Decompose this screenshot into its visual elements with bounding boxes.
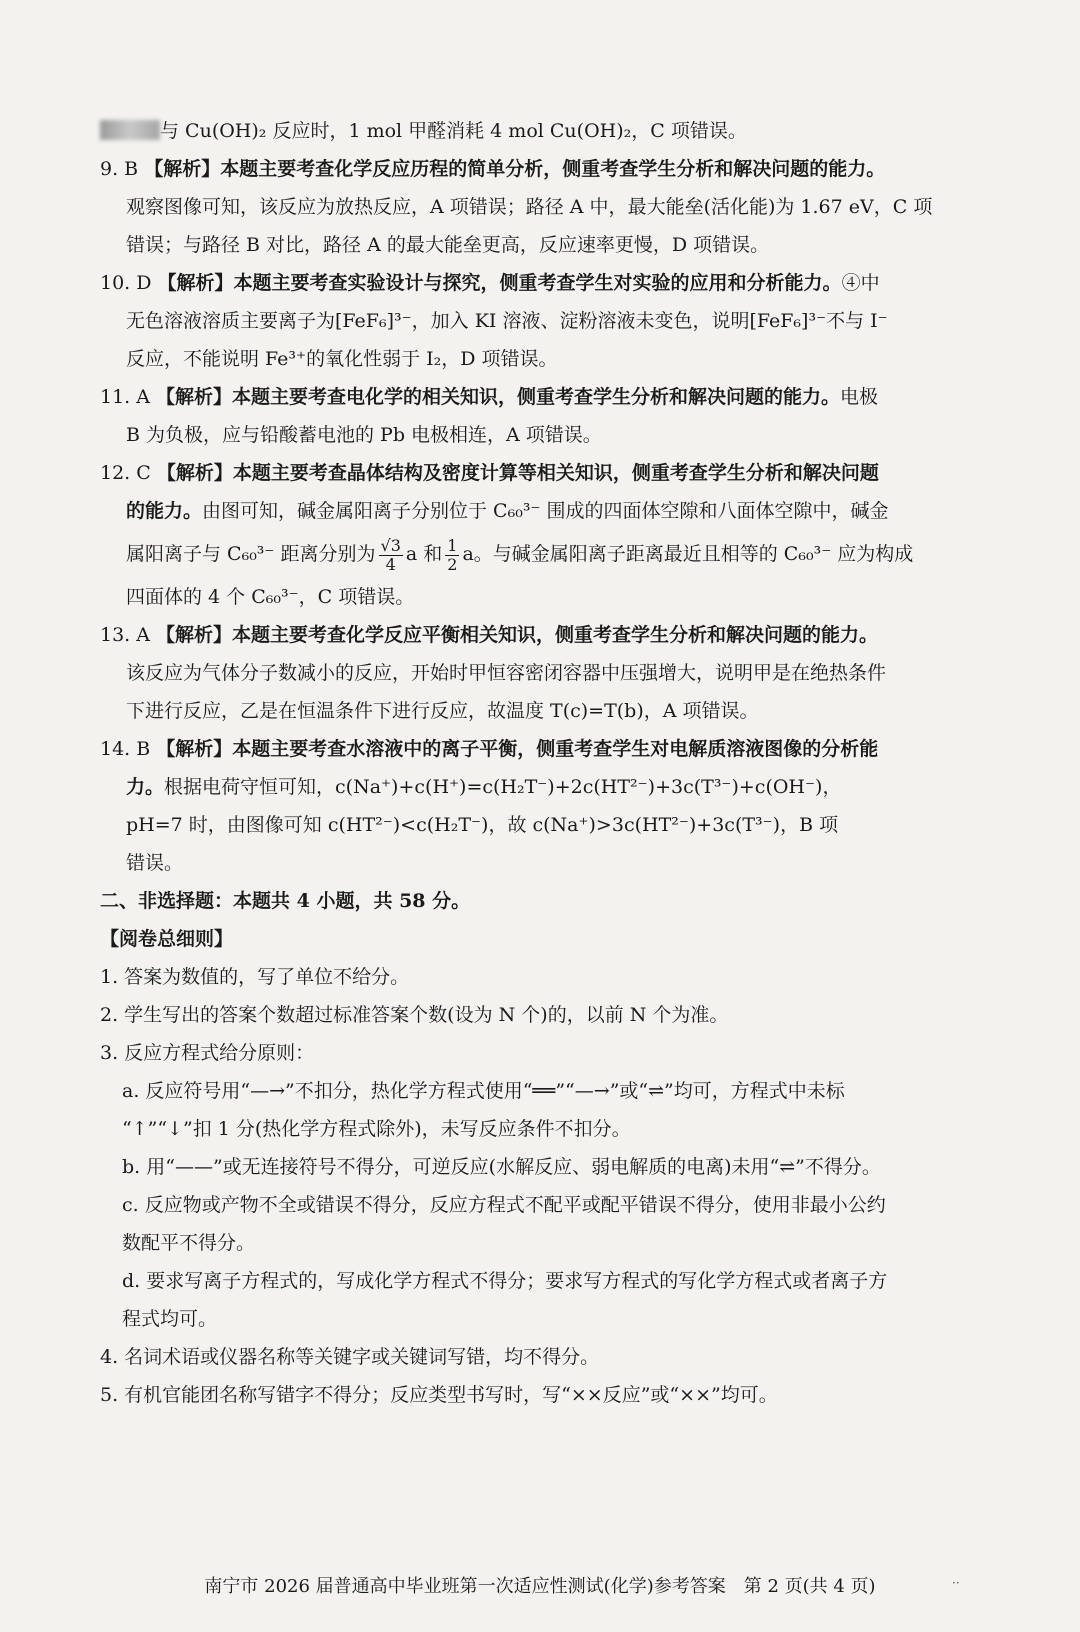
line-10: 的能力。由图可知，碱金属阳离子分别位于 C₆₀³⁻ 围成的四面体空隙和八面体空隙中，碱金: [126, 500, 889, 522]
rule-2: 2. 学生写出的答案个数超过标准答案个数(设为 N 个)的，以前 N 个为准。: [100, 1004, 729, 1026]
rule-3d-cont: 程式均可。: [122, 1308, 218, 1330]
line-12: 四面体的 4 个 C₆₀³⁻，C 项错误。: [126, 586, 415, 608]
section-heading: 二、非选择题：本题共 4 小题，共 58 分。: [100, 890, 471, 912]
rule-3d: d. 要求写离子方程式的，写成化学方程式不得分；要求写方程式的写化学方程式或者离子方: [122, 1270, 888, 1292]
line-5: 无色溶液溶质主要离子为[FeF₆]³⁻，加入 KI 溶液、淀粉溶液未变色，说明[FeF₆]³⁻不与 I⁻: [126, 310, 888, 332]
rule-3c: c. 反应物或产物不全或错误不得分，反应方程式不配平或配平错误不得分，使用非最小公约: [122, 1194, 886, 1216]
rule-3a: a. 反应符号用“—→”不扣分，热化学方程式使用“══”“—→”或“⇌”均可，方程式中未标: [122, 1080, 845, 1102]
rule-3: 3. 反应方程式给分原则：: [100, 1042, 315, 1064]
rule-3b: b. 用“——”或无连接符号不得分，可逆反应(水解反应、弱电解质的电离)未用“⇌”不得分。: [122, 1156, 881, 1178]
line-6: 反应，不能说明 Fe³⁺的氧化性弱于 I₂，D 项错误。: [126, 348, 558, 370]
answer-13-head: 13. A 【解析】本题主要考查化学反应平衡相关知识，侧重考查学生分析和解决问题的能力。: [100, 624, 879, 646]
line-17: 力。根据电荷守恒可知，c(Na⁺)+c(H⁺)=c(H₂T⁻)+2c(HT²⁻)+3c(T³⁻)+c(OH⁻)，: [126, 776, 842, 798]
rule-5: 5. 有机官能团名称写错字不得分；反应类型书写时，写“××反应”或“××”均可。: [100, 1384, 778, 1406]
rule-3a-cont: “↑”“↓”扣 1 分(热化学方程式除外)，未写反应条件不扣分。: [122, 1118, 631, 1140]
line-2: 观察图像可知，该反应为放热反应，A 项错误；路径 A 中，最大能垒(活化能)为 1.67 eV，C 项: [126, 196, 933, 218]
line-15: 下进行反应，乙是在恒温条件下进行反应，故温度 T(c)=T(b)，A 项错误。: [126, 700, 759, 722]
line-18: pH=7 时，由图像可知 c(HT²⁻)<c(H₂T⁻)，故 c(Na⁺)>3c(HT²⁻)+3c(T³⁻)，B 项: [126, 814, 839, 836]
rules-heading: 【阅卷总细则】: [100, 928, 234, 950]
fraction-sqrt3-over-4: $\frac{√3}{4}$: [380, 535, 401, 574]
answer-14-head: 14. B 【解析】本题主要考查水溶液中的离子平衡，侧重考查学生对电解质溶液图像的分析能: [100, 738, 879, 760]
answer-10-head: 10. D 【解析】本题主要考查实验设计与探究，侧重考查学生对实验的应用和分析能力。④中: [100, 272, 880, 294]
answer-9-head: 9. B 【解析】本题主要考查化学反应历程的简单分析，侧重考查学生分析和解决问题的能力。: [100, 158, 886, 180]
page-footer: 南宁市 2026 届普通高中毕业班第一次适应性测试(化学)参考答案 第 2 页(共 4 页): [204, 1576, 876, 1597]
answer-12-head: 12. C 【解析】本题主要考查晶体结构及密度计算等相关知识，侧重考查学生分析和解决问题: [100, 462, 879, 484]
line-14: 该反应为气体分子数减小的反应，开始时甲恒容密闭容器中压强增大，说明甲是在绝热条件: [126, 662, 887, 684]
answer-11-head: 11. A 【解析】本题主要考查电化学的相关知识，侧重考查学生分析和解决问题的能力。电极: [100, 386, 879, 408]
line-11: 属阳离子与 C₆₀³⁻ 距离分别为 $\frac{√3}{4}$ a 和 $\frac{1}{2}$ a。与碱金属阳离子距离最近且相等的 C₆₀³⁻ 应为构成: [126, 535, 914, 574]
corner-mark: ··: [952, 1576, 960, 1590]
rule-3c-cont: 数配平不得分。: [122, 1232, 256, 1254]
rule-4: 4. 名词术语或仪器名称等关键字或关键词写错，均不得分。: [100, 1346, 600, 1368]
rule-1: 1. 答案为数值的，写了单位不给分。: [100, 966, 410, 988]
line-0: 与 Cu(OH)₂ 反应时，1 mol 甲醛消耗 4 mol Cu(OH)₂，C 项错误。: [100, 112, 980, 150]
answer-content: [100, 112, 980, 1414]
fraction-1-over-2: $\frac{1}{2}$: [447, 535, 458, 574]
blurred-text: [100, 120, 160, 140]
line-3: 错误；与路径 B 对比，路径 A 的最大能垒更高，反应速率更慢，D 项错误。: [126, 234, 770, 256]
line-8: B 为负极，应与铅酸蓄电池的 Pb 电极相连，A 项错误。: [126, 424, 602, 446]
line-19: 错误。: [126, 852, 184, 874]
